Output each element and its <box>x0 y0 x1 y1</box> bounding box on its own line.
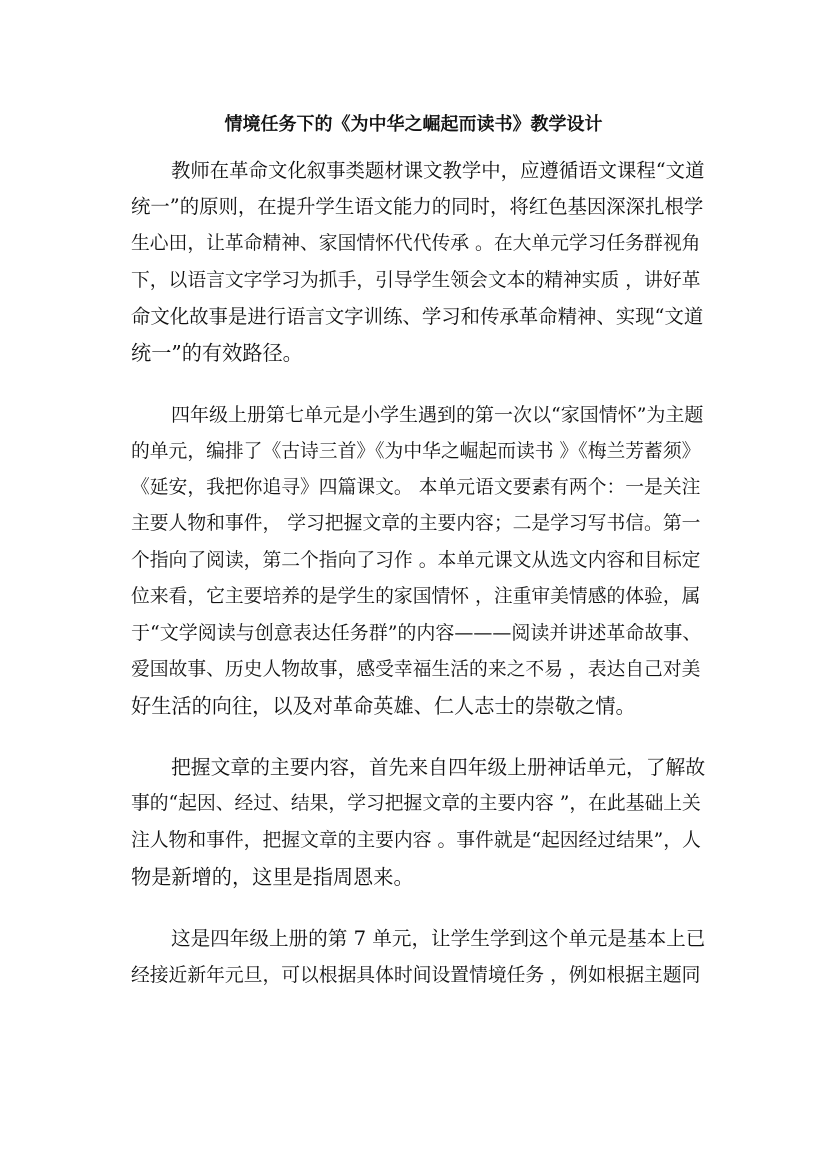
paragraph-3-line-3: 注人物和事件，把握文章的主要内容 。事件就是“起因经过结果”，人 <box>131 830 701 851</box>
paragraph-1-line-5: 命文化故事是进行语言文字训练、学习和传承革命精神、实现“文道 <box>131 305 704 328</box>
paragraph-3-line-1: 把握文章的主要内容，首先来自四年级上册神话单元，了解故 <box>171 756 706 779</box>
paragraph-2-line-9: 好生活的向往，以及对革命英雄、仁人志士的崇敬之情。 <box>131 694 636 718</box>
document-title: 情境任务下的《为中华之崛起而读书》教学设计 <box>224 114 603 135</box>
paragraph-2-line-8: 爱国故事、历史人物故事，感受幸福生活的来之不易 ，表达自己对美 <box>131 659 701 680</box>
paragraph-2-line-2: 的单元，编排了《古诗三首》《为中华之崛起而读书 》《梅兰芳蓄须》 <box>131 441 701 462</box>
paragraph-2-line-3: 《延安，我把你追寻》四篇课文。 本单元语文要素有两个：一是关注 <box>131 477 701 498</box>
paragraph-1-line-1: 教师在革命文化叙事类题材课文教学中，应遵循语文课程“文道 <box>171 159 705 182</box>
paragraph-3-line-2: 事的“起因、经过、结果，学习把握文章的主要内容 ”，在此基础上关 <box>131 793 701 814</box>
paragraph-2-line-6: 位来看，它主要培养的是学生的家国情怀 ，注重审美情感的体验，属 <box>131 586 701 607</box>
paragraph-2-line-5: 个指向了阅读，第二个指向了习作 。本单元课文从选文内容和目标定 <box>131 550 701 571</box>
paragraph-4-line-1: 这是四年级上册的第 7 单元，让学生学到这个单元是基本上已 <box>171 927 706 950</box>
paragraph-3-line-4: 物是新增的，这里是指周恩来。 <box>131 865 414 889</box>
paragraph-2-line-4: 主要人物和事件， 学习把握文章的主要内容；二是学习写书信。第一 <box>131 513 701 534</box>
paragraph-4-line-2: 经接近新年元旦，可以根据具体时间设置情境任务 ，例如根据主题同 <box>131 965 701 986</box>
paragraph-2-line-1: 四年级上册第七单元是小学生遇到的第一次以“家国情怀”为主题 <box>171 404 704 426</box>
paragraph-1-line-6: 统一”的有效路径。 <box>131 341 303 365</box>
paragraph-1-line-2: 统一”的原则，在提升学生语文能力的同时，将红色基因深深扎根学 <box>131 195 704 218</box>
paragraph-1-line-3: 生心田，让革命精神、家国情怀代代传承 。在大单元学习任务群视角 <box>131 233 701 254</box>
paragraph-2-line-7: 于“文学阅读与创意表达任务群”的内容———阅读并讲述革命故事、 <box>131 622 702 644</box>
paragraph-1-line-4: 下，以语言文字学习为抓手，引导学生领会文本的精神实质 ，讲好革 <box>131 270 701 291</box>
